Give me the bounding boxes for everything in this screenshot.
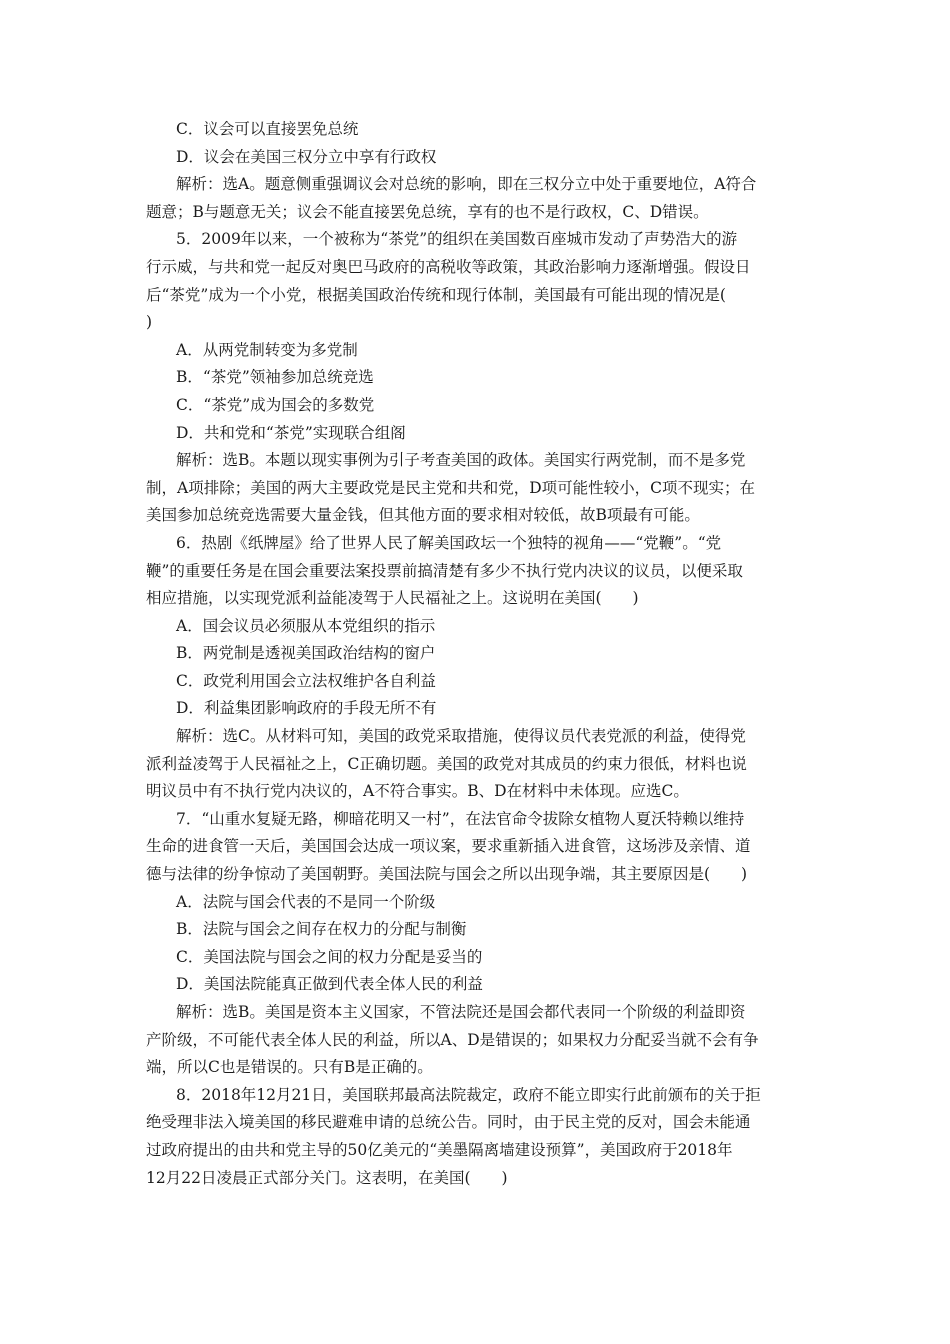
paragraph-line: 制，A项排除；美国的两大主要政党是民主党和共和党，D项可能性较小，C项不现实；在	[146, 478, 755, 497]
paragraph-line: 端，所以C也是错误的。只有B是正确的。	[146, 1058, 433, 1077]
answer-option-line: D．利益集团影响政府的手段无所不有	[176, 699, 437, 718]
paragraph-first-line: 解析：选B。美国是资本主义国家，不管法院还是国会都代表同一个阶级的利益即资	[176, 1003, 746, 1021]
paragraph-line: 美国参加总统竞选需要大量金钱，但其他方面的要求相对较低，故B项最有可能。	[146, 506, 700, 525]
paragraph-line: 12月22日凌晨正式部分关门。这表明，在美国( )	[146, 1168, 508, 1187]
answer-option-line: C．议会可以直接罢免总统	[176, 120, 359, 138]
paragraph-first-line: 8．2018年12月21日，美国联邦最高法院裁定，政府不能立即实行此前颁布的关于拒	[176, 1085, 761, 1104]
paragraph-line: 后“茶党”成为一个小党，根据美国政治传统和现行体制，美国最有可能出现的情况是(	[146, 285, 726, 304]
answer-option-line: B．两党制是透视美国政治结构的窗户	[176, 644, 436, 663]
paragraph-line: 题意；B与题意无关；议会不能直接罢免总统，享有的也不是行政权，C、D错误。	[146, 202, 709, 221]
answer-option-line: C．“茶党”成为国会的多数党	[176, 395, 375, 414]
answer-option-line: C．政党利用国会立法权维护各自利益	[176, 671, 436, 690]
paragraph-first-line: 解析：选A。题意侧重强调议会对总统的影响，即在三权分立中处于重要地位，A符合	[176, 175, 757, 194]
paragraph-first-line: 7．“山重水复疑无路，柳暗花明又一村”，在法官命令拔除女植物人夏沃特赖以维持	[176, 809, 745, 828]
paragraph-line: 产阶级，不可能代表全体人民的利益，所以A、D是错误的；如果权力分配妥当就不会有争	[146, 1030, 759, 1049]
paragraph-first-line: 解析：选B。本题以现实事例为引子考查美国的政体。美国实行两党制，而不是多党	[176, 451, 746, 470]
answer-option-line: A．法院与国会代表的不是同一个阶级	[176, 892, 436, 911]
paragraph-first-line: 解析：选C。从材料可知，美国的政党采取措施，使得议员代表党派的利益，使得党	[176, 727, 746, 746]
paragraph-first-line: 6．热剧《纸牌屋》给了世界人民了解美国政坛一个独特的视角——“党鞭”。“党	[176, 533, 722, 552]
document-body	[146, 116, 816, 1192]
paragraph-line: 派利益凌驾于人民福祉之上，C正确切题。美国的政党对其成员的约束力很低，材料也说	[146, 754, 747, 773]
paragraph-line: 过政府提出的由共和党主导的50亿美元的“美墨隔离墙建设预算”，美国政府于2018年	[146, 1140, 733, 1159]
paragraph-line: 明议员中有不执行党内决议的，A不符合事实。B、D在材料中未体现。应选C。	[146, 782, 689, 801]
answer-option-line: A．国会议员必须服从本党组织的指示	[176, 616, 436, 635]
paragraph-line: )	[146, 313, 153, 332]
answer-option-line: C．美国法院与国会之间的权力分配是妥当的	[176, 947, 483, 966]
answer-option-line: B．“茶党”领袖参加总统竞选	[176, 368, 374, 387]
answer-option-line: D．共和党和“茶党”实现联合组阁	[176, 423, 406, 442]
paragraph-first-line: 5．2009年以来，一个被称为“茶党”的组织在美国数百座城市发动了声势浩大的游	[176, 230, 738, 249]
answer-option-line: D．议会在美国三权分立中享有行政权	[176, 147, 437, 166]
paragraph-line: 相应措施，以实现党派利益能凌驾于人民福祉之上。这说明在美国( )	[146, 589, 639, 608]
answer-option-line: D．美国法院能真正做到代表全体人民的利益	[176, 975, 483, 994]
paragraph-line: 鞭”的重要任务是在国会重要法案投票前搞清楚有多少不执行党内决议的议员，以便采取	[146, 561, 743, 580]
paragraph-line: 行示威，与共和党一起反对奥巴马政府的高税收等政策，其政治影响力逐渐增强。假设日	[146, 257, 751, 276]
paragraph-line: 生命的进食管一天后，美国国会达成一项议案，要求重新插入进食管，这场涉及亲情、道	[146, 837, 751, 856]
paragraph-line: 绝受理非法入境美国的移民避难申请的总统公告。同时，由于民主党的反对，国会未能通	[146, 1113, 751, 1132]
answer-option-line: B．法院与国会之间存在权力的分配与制衡	[176, 920, 467, 939]
answer-option-line: A．从两党制转变为多党制	[176, 340, 358, 359]
paragraph-line: 德与法律的纷争惊动了美国朝野。美国法院与国会之所以出现争端，其主要原因是( )	[146, 865, 748, 884]
